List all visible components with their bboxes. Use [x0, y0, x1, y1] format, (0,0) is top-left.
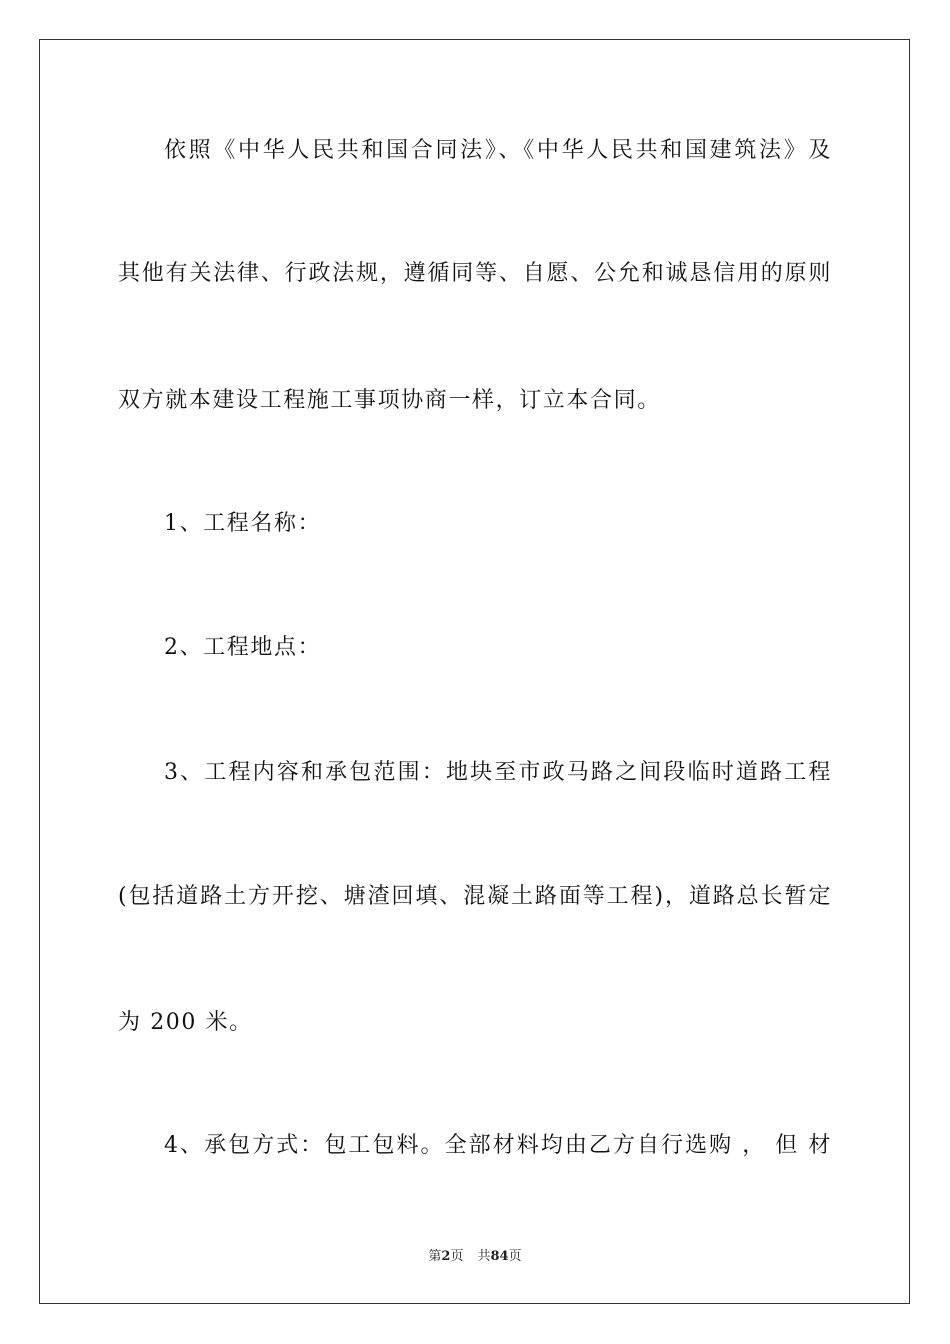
paragraph-line: (包括道路土方开挖、塘渣回填、混凝土路面等工程)，道路总长暂定	[118, 884, 832, 909]
paragraph-line: 依照《中华人民共和国合同法》、《中华人民共和国建筑法》及	[164, 138, 832, 163]
page-footer	[0, 1248, 950, 1266]
footer-total-prefix: 共	[477, 1249, 491, 1264]
footer-page-suffix: 页	[450, 1249, 464, 1264]
paragraph-line: 双方就本建设工程施工事项协商一样，订立本合同。	[118, 388, 661, 413]
page-border	[39, 39, 910, 1304]
clause-project-location: 2、工程地点：	[164, 635, 322, 660]
footer-page-number: 2	[441, 1249, 451, 1264]
clause-project-scope: 3、工程内容和承包范围：地块至市政马路之间段临时道路工程	[164, 760, 832, 785]
footer-total-pages: 84	[490, 1249, 509, 1264]
clause-contract-method: 4、承包方式：包工包料。全部材料均由乙方自行选购 ， 但 材	[164, 1133, 832, 1158]
footer-page-prefix: 第	[428, 1249, 442, 1264]
paragraph-line: 其他有关法律、行政法规，遵循同等、自愿、公允和诚恳信用的原则	[118, 261, 832, 286]
clause-project-name: 1、工程名称：	[164, 511, 322, 536]
paragraph-line: 为 200 米。	[118, 1010, 253, 1035]
footer-total-suffix: 页	[508, 1249, 522, 1264]
